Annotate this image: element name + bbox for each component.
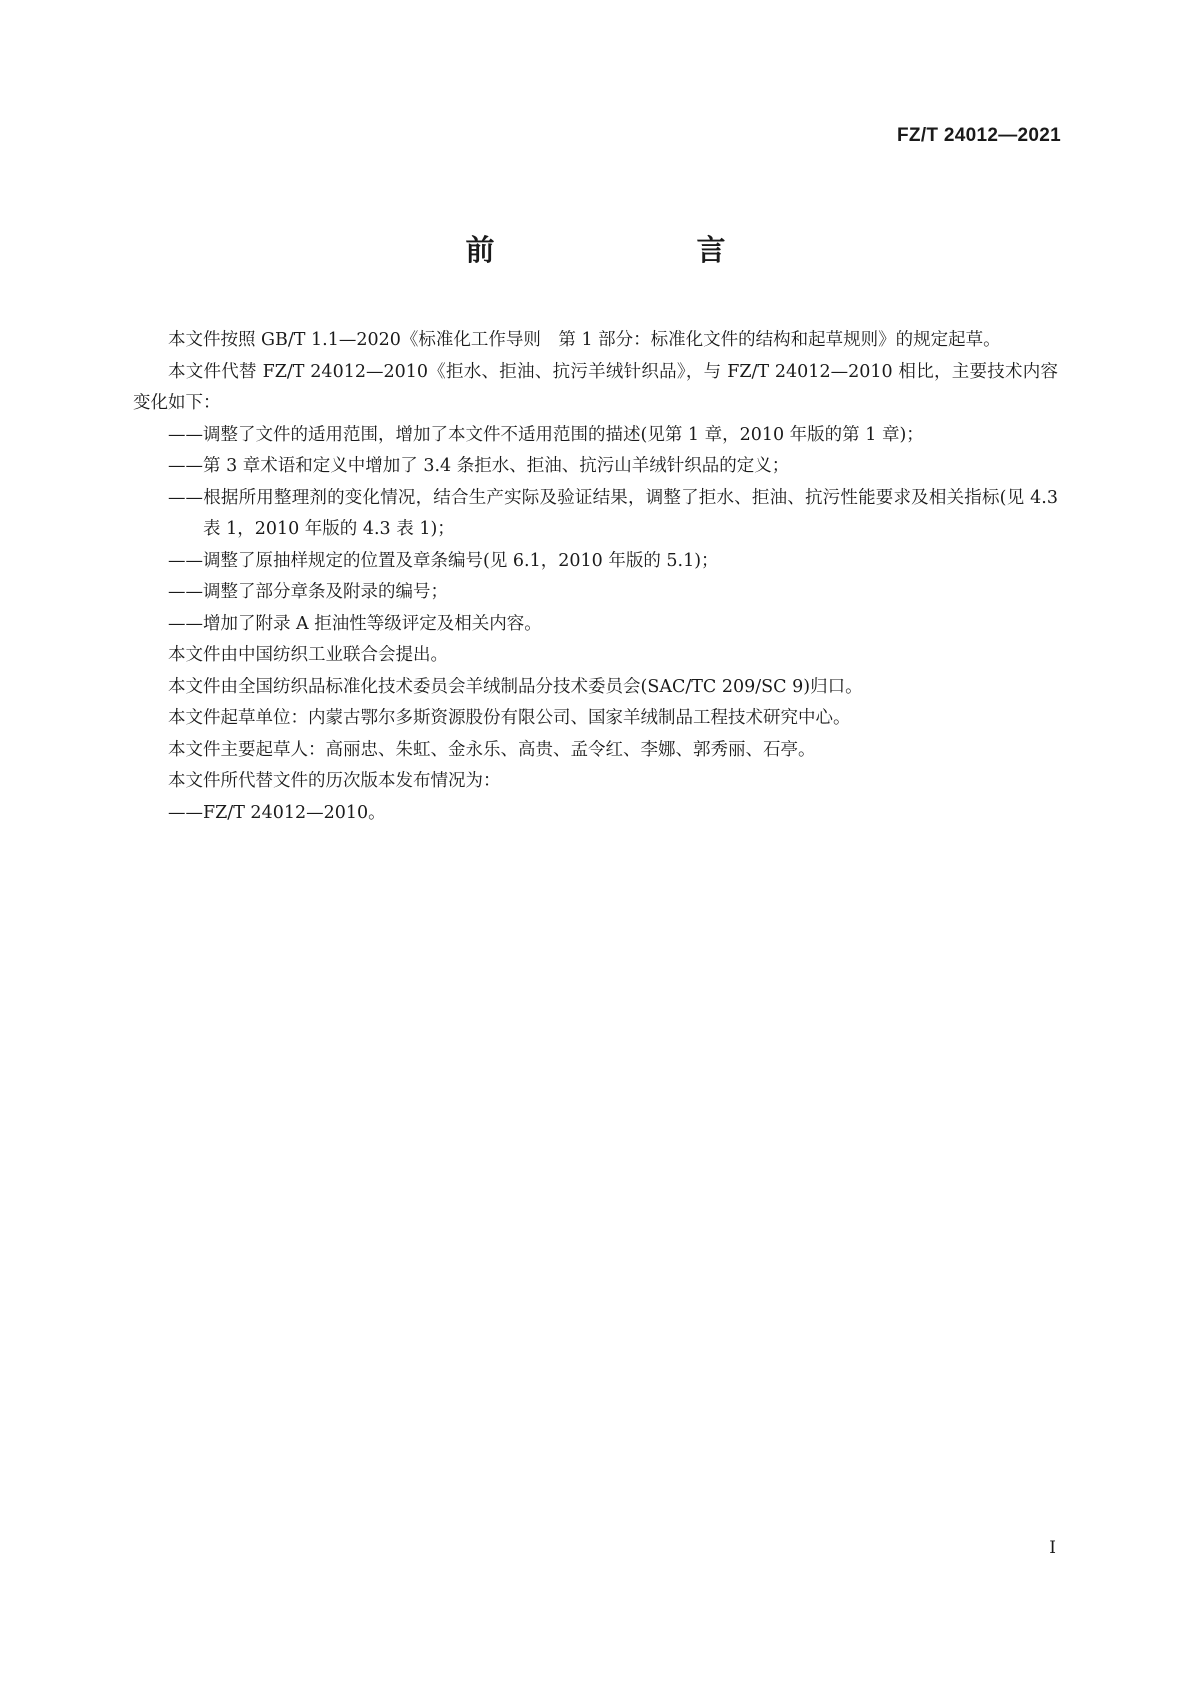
list-item: ——增加了附录 A 拒油性等级评定及相关内容。 [168, 613, 542, 634]
page-title: 前 言 [465, 233, 774, 267]
list-item: ——第 3 章术语和定义中增加了 3.4 条拒水、拒油、抗污山羊绒针织品的定义； [168, 456, 790, 476]
list-item: ——调整了文件的适用范围，增加了本文件不适用范围的描述(见第 1 章，2010 年版的第 1 章)； [168, 424, 924, 445]
standard-code: FZ/T 24012—2021 [897, 125, 1061, 146]
page-number: I [1049, 1538, 1056, 1558]
paragraph: 本文件由全国纺织品标准化技术委员会羊绒制品分技术委员会(SAC/TC 209/SC 9)归口。 [168, 676, 863, 697]
document-body [133, 325, 1058, 829]
paragraph: 本文件起草单位：内蒙古鄂尔多斯资源股份有限公司、国家羊绒制品工程技术研究中心。 [168, 708, 851, 728]
list-item: ——根据所用整理剂的变化情况，结合生产实际及验证结果，调整了拒水、拒油、抗污性能要求及相关指标(见 4.3 表 1，2010 年版的 4.3 表 1)； [168, 487, 1058, 539]
paragraph: 本文件由中国纺织工业联合会提出。 [168, 645, 448, 665]
paragraph: 本文件所代替文件的历次版本发布情况为： [168, 771, 501, 791]
paragraph: 本文件代替 FZ/T 24012—2010《拒水、拒油、抗污羊绒针织品》，与 FZ/T 24012—2010 相比，主要技术内容变化如下： [133, 361, 1058, 413]
paragraph: 本文件主要起草人：高丽忠、朱虹、金永乐、高贵、孟令红、李娜、郭秀丽、石亭。 [168, 739, 816, 760]
list-item: ——FZ/T 24012—2010。 [168, 802, 386, 823]
list-item: ——调整了部分章条及附录的编号； [168, 582, 448, 602]
list-item: ——调整了原抽样规定的位置及章条编号(见 6.1，2010 年版的 5.1)； [168, 550, 719, 571]
paragraph: 本文件按照 GB/T 1.1—2020《标准化工作导则 第 1 部分：标准化文件的结构和起草规则》的规定起草。 [168, 330, 1001, 350]
